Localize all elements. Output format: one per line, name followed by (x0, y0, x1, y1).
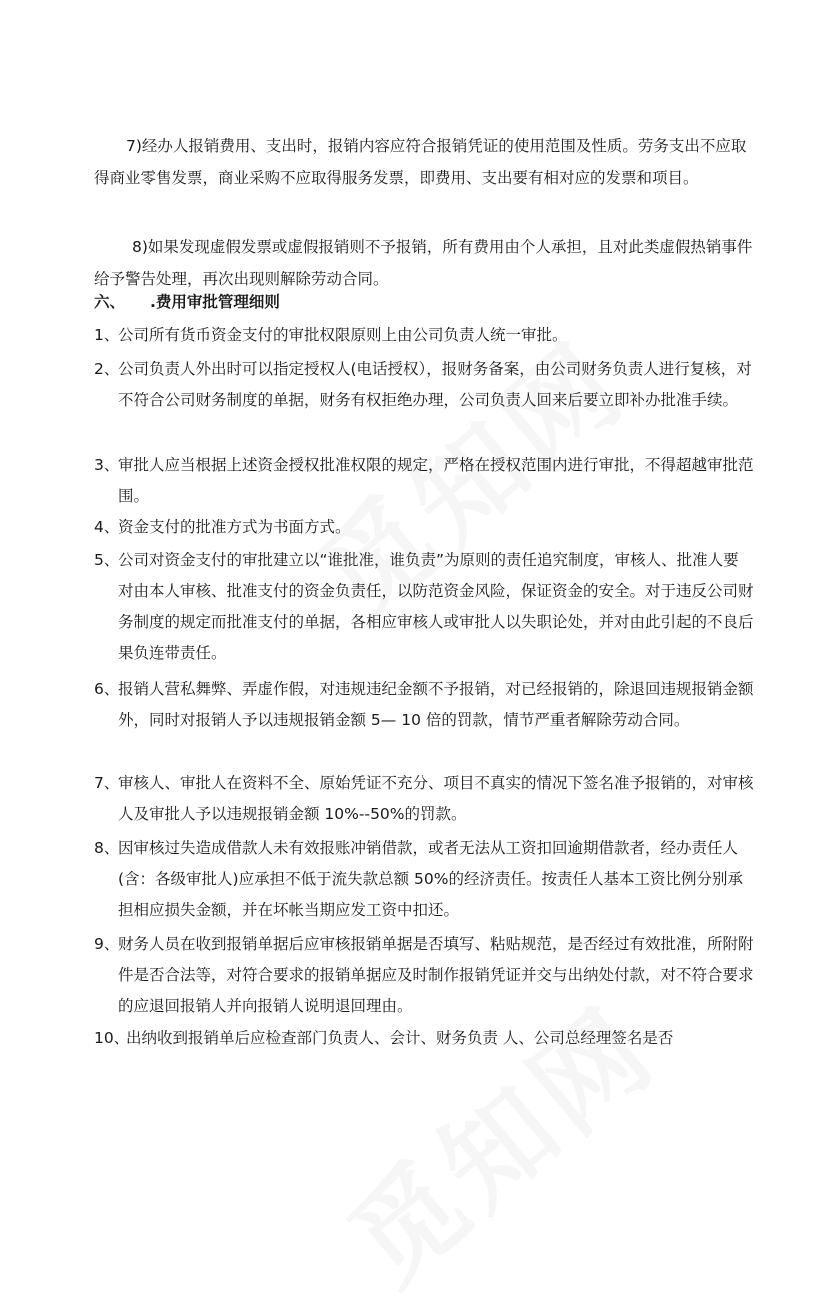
list-item (94, 512, 754, 543)
item-text: 因审核过失造成借款人未有效报账冲销借款，或者无法从工资扣回逾期借款者，经办责任人(含：各级审批人)应承担不低于流失款总额 50%的经济责任。按责任人基本工资比例分别承担相应损失金额，并在坏帐当期应发工资中扣还。 (118, 839, 743, 919)
list-item (94, 768, 754, 830)
item-text: 出纳收到报销单后应检查部门负责人、会计、财务负责 人、公司总经理签名是否 (126, 1029, 674, 1047)
item-number: 4、 (94, 518, 120, 536)
item-text: 审核人、审批人在资料不全、原始凭证不充分、项目不真实的情况下签名准予报销的，对审核人及审批人予以违规报销金额 10%--50%的罚款。 (118, 774, 754, 823)
item-number: 10、 (94, 1029, 130, 1047)
item-text: 公司所有货币资金支付的审批权限原则上由公司负责人统一审批。 (118, 326, 568, 344)
paragraph-8: 8)如果发现虚假发票或虚假报销则不予报销，所有费用由个人承担，且对此类虚假热销事件给予警告处理，再次出现则解除劳动合同。 (94, 238, 753, 288)
item-number: 3、 (94, 456, 120, 474)
list-item (94, 929, 754, 1022)
section-title: .费用审批管理细则 (150, 293, 280, 311)
item-text: 公司负责人外出时可以指定授权人(电话授权），报财务备案，由公司财务负责人进行复核，对不符合公司财务制度的单据，财务有权拒绝办理，公司负责人回来后要立即补办批准手续。 (118, 360, 752, 409)
item-number: 7、 (94, 774, 120, 792)
item-text: 审批人应当根据上述资金授权批准权限的规定，严格在授权范围内进行审批，不得超越审批范围。 (118, 456, 754, 505)
section-number: 六、 (94, 293, 126, 311)
list-item (94, 545, 754, 669)
list-item (94, 320, 754, 351)
paragraph-7: 7)经办人报销费用、支出时，报销内容应符合报销凭证的使用范围及性质。劳务支出不应取得商业零售发票，商业采购不应取得服务发票，即费用、支出要有相对应的发票和项目。 (94, 137, 747, 187)
item-text: 资金支付的批准方式为书面方式。 (118, 518, 351, 536)
list-item (94, 833, 754, 926)
item-text: 财务人员在收到报销单据后应审核报销单据是否填写、粘贴规范，是否经过有效批准，所附附件是否合法等，对符合要求的报销单据应及时制作报销凭证并交与出纳处付款，对不符合要求的应退回报销人并向报销人说明退回理由。 (118, 935, 754, 1015)
item-number: 6、 (94, 680, 120, 698)
list-item (94, 674, 754, 736)
list-item (94, 354, 754, 416)
item-text: 报销人营私舞弊、弄虚作假，对违规违纪金额不予报销，对已经报销的，除退回违规报销金额外，同时对报销人予以违规报销金额 5— 10 倍的罚款，情节严重者解除劳动合同。 (118, 680, 754, 729)
section-heading (94, 287, 754, 318)
item-number: 1、 (94, 326, 120, 344)
item-number: 9、 (94, 935, 120, 953)
item-number: 8、 (94, 839, 120, 857)
item-number: 5、 (94, 551, 120, 569)
list-item (94, 450, 754, 512)
list-item (94, 1023, 754, 1054)
item-text: 公司对资金支付的审批建立以“谁批准，谁负责”为原则的责任追究制度，审核人、批准人要对由本人审核、批准支付的资金负责任，以防范资金风险，保证资金的安全。对于违反公司财务制度的规定而批准支付的单据，各相应审核人或审批人以失职论处，并对由此引起的不良后果负连带责任。 (118, 551, 754, 662)
item-number: 2、 (94, 360, 120, 378)
